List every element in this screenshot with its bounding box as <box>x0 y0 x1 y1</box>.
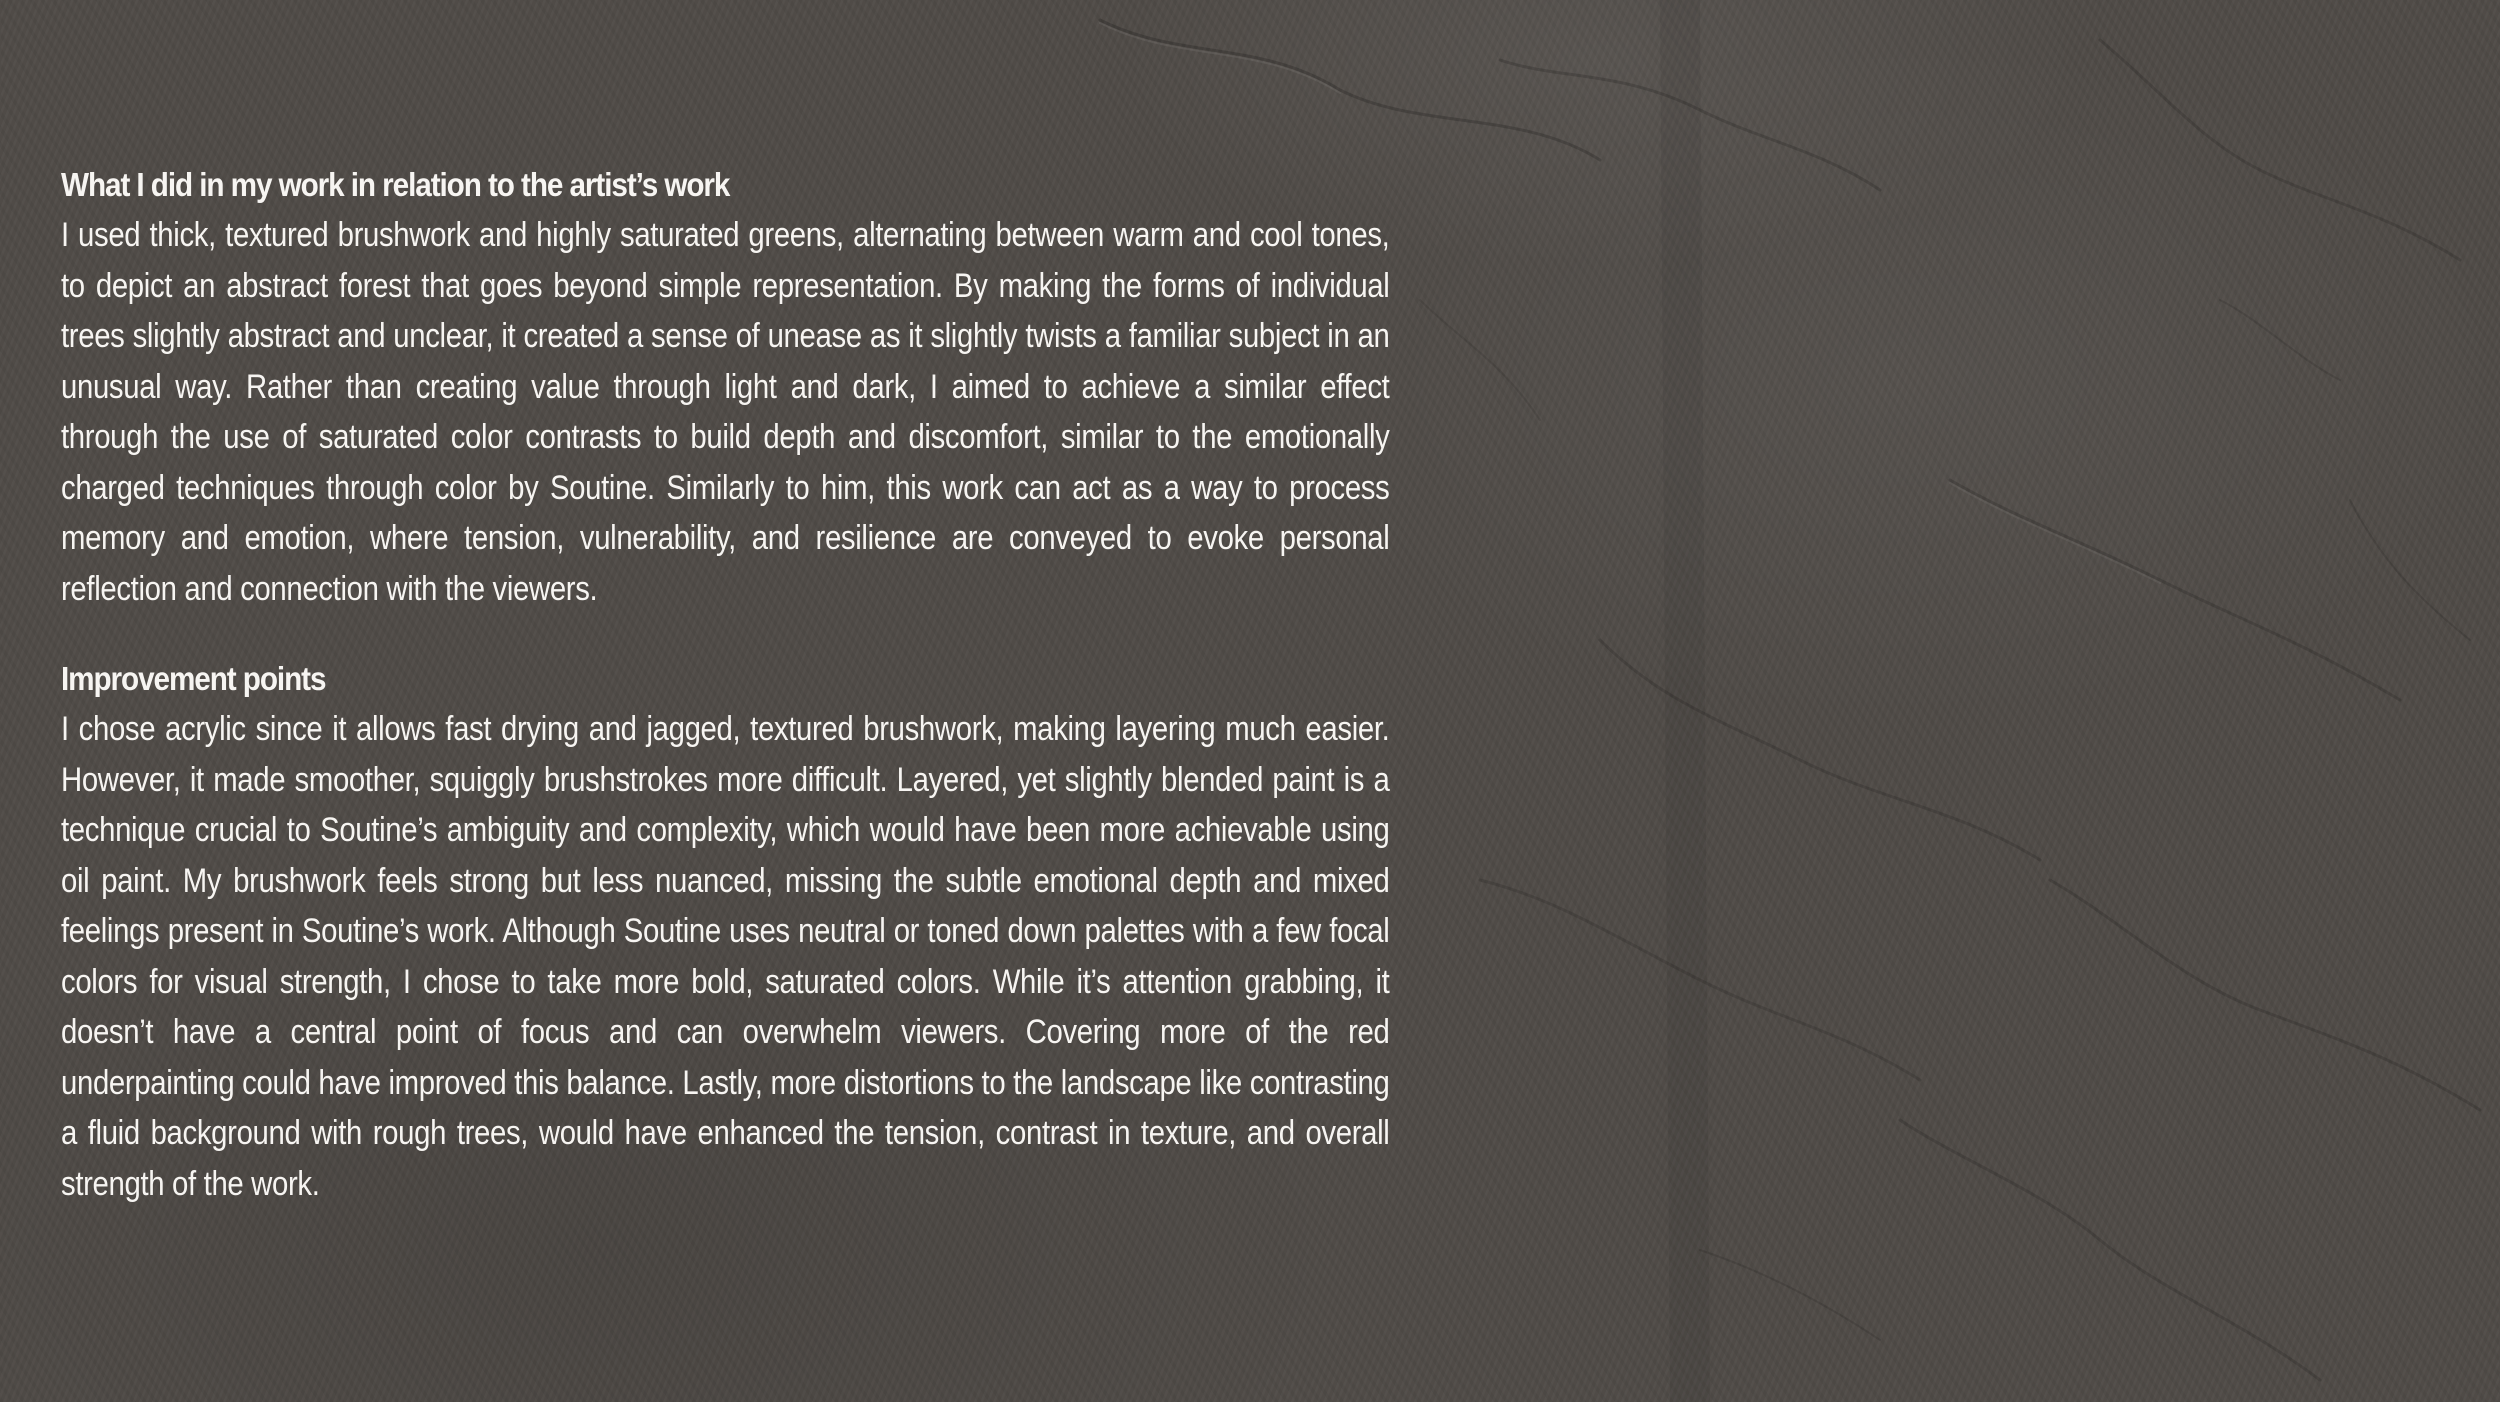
section-artist-relation <box>61 160 1390 614</box>
section-body: I chose acrylic since it allows fast drying and jagged, textured brushwork, making layering much easier. However, it made smoother, squiggly brushstrokes more difficult. Layered, yet slightly blended paint is a technique crucial to Soutine’s ambiguity and complexity, which would have been more achievable using oil paint. My brushwork feels strong but less nuanced, missing the subtle emotional depth and mixed feelings present in Soutine’s work. Although Soutine uses neutral or toned down palettes with a few focal colors for visual strength, I chose to take more bold, saturated colors. While it’s attention grabbing, it doesn’t have a central point of focus and can overwhelm viewers. Covering more of the red underpainting could have improved this balance. Lastly, more distortions to the landscape like contrasting a fluid background with rough trees, would have enhanced the tension, contrast in texture, and overall strength of the work. <box>61 710 1390 1203</box>
section-body: I used thick, textured brushwork and highly saturated greens, alternating between warm and cool tones, to depict an abstract forest that goes beyond simple representation. By making the forms of individual trees slightly abstract and unclear, it created a sense of unease as it slightly twists a familiar subject in an unusual way. Rather than creating value through light and dark, I aimed to achieve a similar effect through the use of saturated color contrasts to build depth and discomfort, similar to the emotionally charged techniques through color by Soutine. Similarly to him, this work can act as a way to process memory and emotion, where tension, vulnerability, and resilience are conveyed to evoke personal reflection and connection with the viewers. <box>61 216 1390 608</box>
text-content <box>61 160 1390 1209</box>
section-heading: What I did in my work in relation to the artist’s work <box>61 166 730 203</box>
section-heading: Improvement points <box>61 660 326 697</box>
section-improvement-points <box>61 654 1390 1209</box>
